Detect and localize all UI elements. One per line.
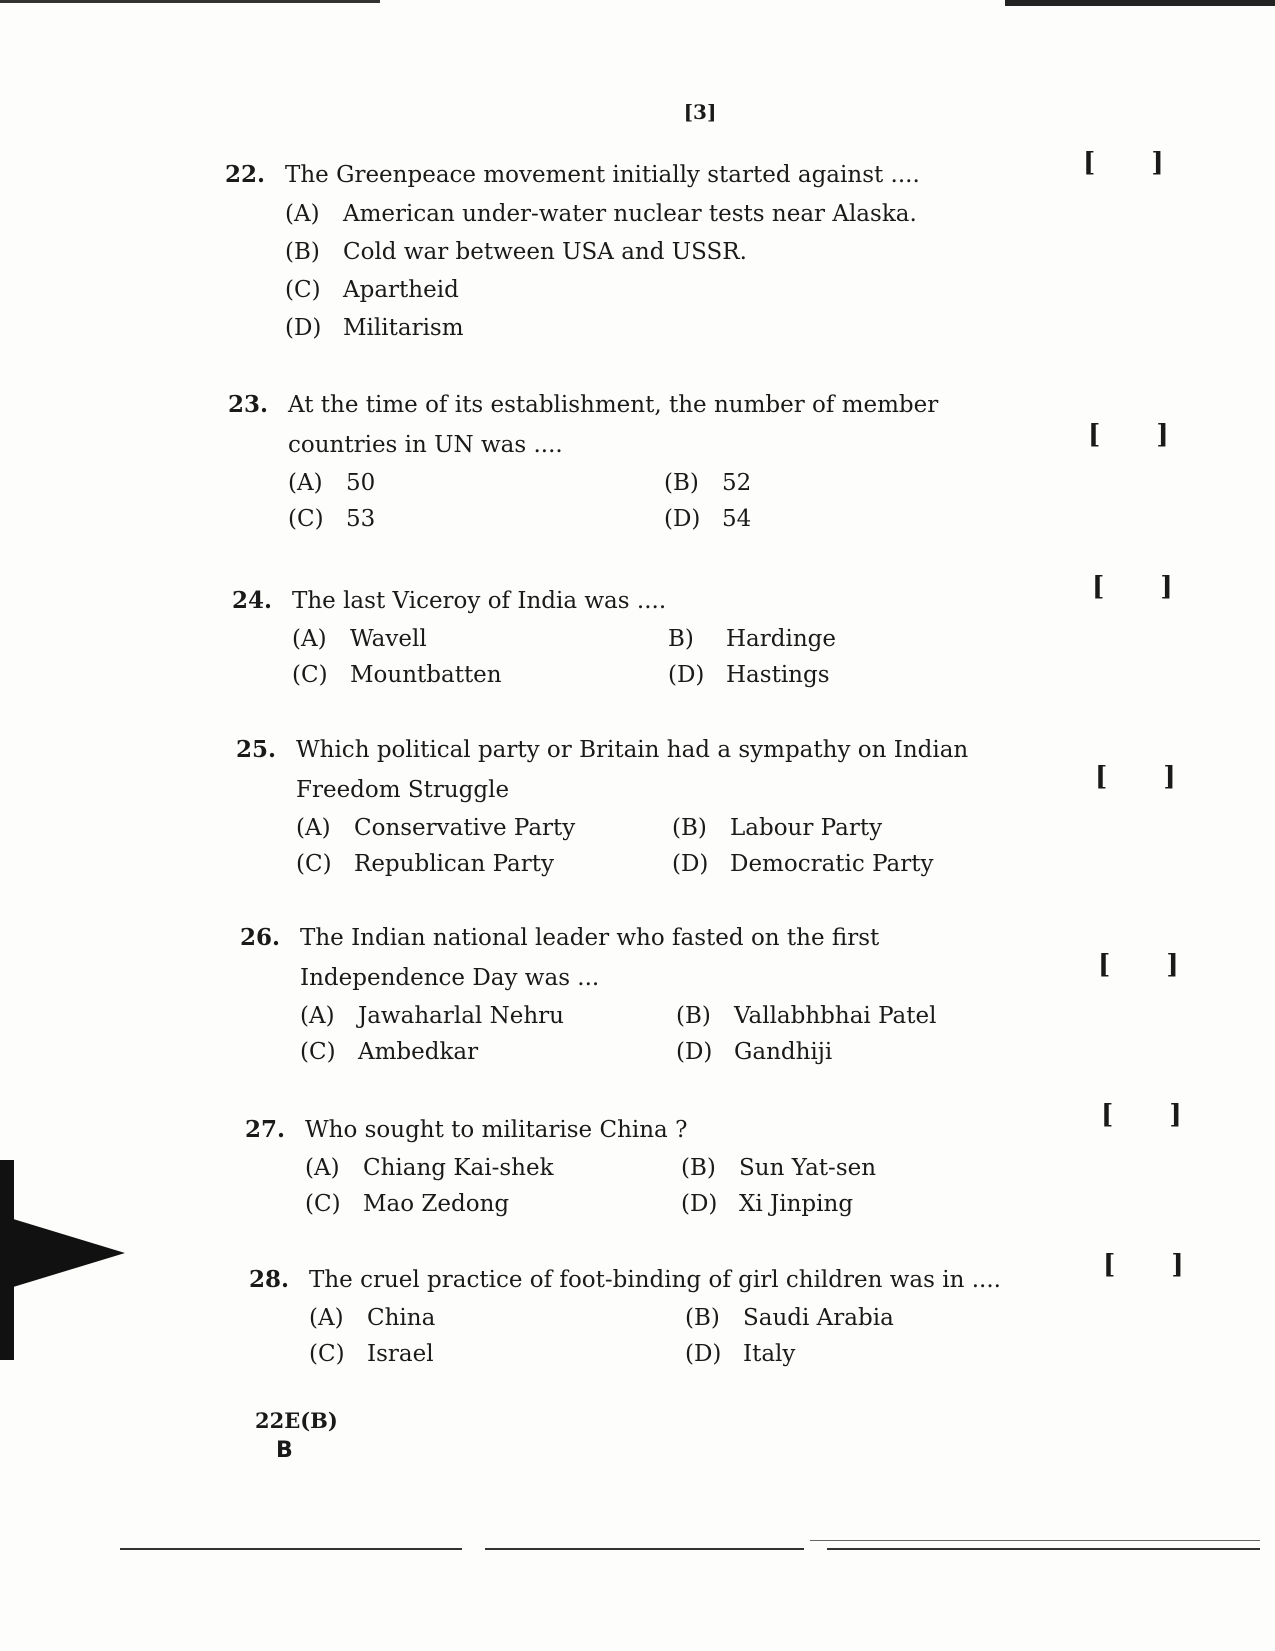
question-26	[240, 918, 1140, 1070]
scan-edge-top-right	[1005, 0, 1275, 6]
question-head	[232, 581, 1132, 621]
question-head	[228, 385, 1128, 465]
option-b: (B) Cold war between USA and USSR.	[285, 239, 747, 265]
option-a: (A) Jawaharlal Nehru	[300, 1003, 564, 1029]
options-grid	[288, 465, 1128, 537]
option-a: (A) Conservative Party	[296, 815, 576, 841]
bottom-rule-upper	[810, 1540, 1260, 1541]
options-list	[285, 195, 1125, 347]
scan-edge-top-left	[0, 0, 380, 3]
page-number: [3]	[683, 100, 717, 124]
question-text: The Greenpeace movement initially started against ....	[285, 162, 920, 188]
options-grid	[305, 1150, 1145, 1222]
answer-box-26[interactable]: [ ]	[1098, 950, 1179, 980]
answer-box-22[interactable]: [ ]	[1083, 148, 1164, 178]
question-text: Who sought to militarise China ?	[305, 1117, 688, 1143]
answer-box-24[interactable]: [ ]	[1092, 572, 1173, 602]
option-a: (A) Chiang Kai-shek	[305, 1155, 554, 1181]
set-code: B	[276, 1438, 293, 1463]
answer-box-27[interactable]: [ ]	[1101, 1100, 1182, 1130]
option-d: (D) Militarism	[285, 315, 464, 341]
question-text: The last Viceroy of India was ....	[292, 588, 667, 614]
answer-box-23[interactable]: [ ]	[1088, 420, 1169, 450]
question-text-line2: Independence Day was ...	[300, 965, 600, 991]
option-c: (C) Apartheid	[285, 277, 459, 303]
option-b: (B) Vallabhbhai Patel	[676, 1003, 937, 1029]
option-c: (C) 53	[288, 506, 376, 532]
option-b: (B) Saudi Arabia	[685, 1305, 894, 1331]
options-grid	[309, 1300, 1149, 1372]
option-b: (B) Labour Party	[672, 815, 883, 841]
answer-box-28[interactable]: [ ]	[1103, 1250, 1184, 1280]
question-number: 26.	[240, 924, 281, 951]
option-a: (A) American under-water nuclear tests near Alaska.	[285, 201, 917, 227]
question-text: The cruel practice of foot-binding of girl children was in ....	[309, 1267, 1001, 1293]
option-d: (D) Gandhiji	[676, 1039, 833, 1065]
question-27	[245, 1110, 1145, 1222]
option-b: (B) 52	[664, 470, 752, 496]
option-b: B) Hardinge	[668, 626, 836, 652]
option-a: (A) Wavell	[292, 626, 427, 652]
option-d: (D) Italy	[685, 1341, 796, 1367]
question-number: 25.	[236, 736, 277, 763]
question-22	[225, 155, 1125, 347]
option-b: (B) Sun Yat-sen	[681, 1155, 877, 1181]
bottom-rule	[120, 1548, 1260, 1550]
options-grid	[300, 998, 1140, 1070]
question-text: The Indian national leader who fasted on the first	[300, 925, 880, 951]
question-head	[249, 1260, 1149, 1300]
option-a: (A) 50	[288, 470, 376, 496]
option-d: (D) Hastings	[668, 662, 830, 688]
question-text-line2: countries in UN was ....	[288, 432, 563, 458]
option-c: (C) Mountbatten	[292, 662, 502, 688]
question-number: 28.	[249, 1266, 290, 1293]
question-head	[245, 1110, 1145, 1150]
option-a: (A) China	[309, 1305, 436, 1331]
question-text-line2: Freedom Struggle	[296, 777, 510, 803]
question-23	[228, 385, 1128, 537]
question-24	[232, 581, 1132, 693]
option-c: (C) Mao Zedong	[305, 1191, 510, 1217]
option-d: (D) 54	[664, 506, 752, 532]
question-head	[225, 155, 1125, 195]
question-head	[236, 730, 1136, 810]
question-text: Which political party or Britain had a sympathy on Indian	[296, 737, 969, 763]
question-25	[236, 730, 1136, 882]
question-number: 23.	[228, 391, 269, 418]
question-28	[249, 1260, 1149, 1372]
question-number: 27.	[245, 1116, 286, 1143]
question-number: 24.	[232, 587, 273, 614]
options-grid	[296, 810, 1136, 882]
option-c: (C) Ambedkar	[300, 1039, 479, 1065]
question-number: 22.	[225, 161, 266, 188]
question-text: At the time of its establishment, the number of member	[288, 392, 939, 418]
option-c: (C) Republican Party	[296, 851, 555, 877]
scan-artifact-arrow	[0, 1215, 125, 1291]
option-c: (C) Israel	[309, 1341, 434, 1367]
question-head	[240, 918, 1140, 998]
options-grid	[292, 621, 1132, 693]
paper-code: 22E(B)	[255, 1408, 338, 1433]
option-d: (D) Democratic Party	[672, 851, 934, 877]
answer-box-25[interactable]: [ ]	[1095, 762, 1176, 792]
option-d: (D) Xi Jinping	[681, 1191, 854, 1217]
